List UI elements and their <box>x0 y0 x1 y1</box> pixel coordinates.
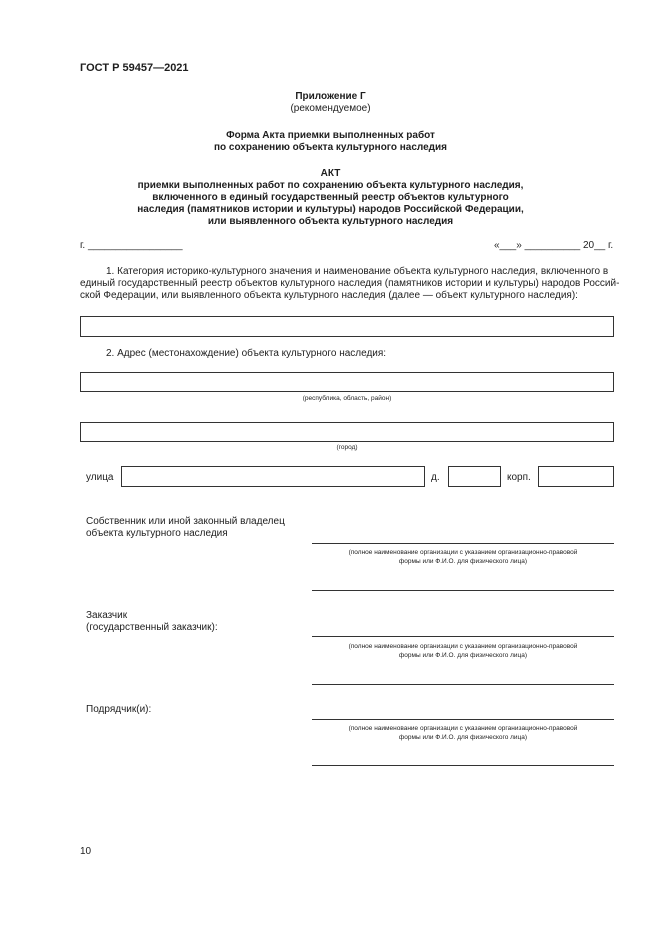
street-label: улица <box>86 472 114 483</box>
region-caption: (республика, область, район) <box>302 395 392 402</box>
appendix-subtitle: (рекомендуемое) <box>290 103 371 114</box>
customer-label-line-1: Заказчик <box>86 610 128 621</box>
form-title-line-1: Форма Акта приемки выполненных работ <box>226 130 435 141</box>
act-subtitle-line-1: приемки выполненных работ по сохранению объекта культурного наследия, <box>137 180 524 191</box>
standard-code: ГОСТ Р 59457—2021 <box>80 62 189 74</box>
customer-line-2[interactable] <box>312 684 614 685</box>
house-box[interactable] <box>448 466 501 487</box>
date-field: «___» __________ 20__ г. <box>494 240 614 251</box>
building-box[interactable] <box>538 466 614 487</box>
customer-hint-line-2: формы или Ф.И.О. для физического лица) <box>398 652 528 659</box>
section-1-line-2: единый государственный реестр объектов культурного наследия (памятников истории и культуры) народов Россий- <box>80 278 620 289</box>
act-subtitle-line-2: включенного в единый государственный реестр объектов культурного <box>152 192 509 203</box>
region-box[interactable] <box>80 372 614 392</box>
owner-hint-line-2: формы или Ф.И.О. для физического лица) <box>398 558 528 565</box>
form-title-line-2: по сохранению объекта культурного наследия <box>213 142 448 153</box>
customer-label-line-2: (государственный заказчик): <box>86 622 218 633</box>
owner-line-1[interactable] <box>312 543 614 544</box>
appendix-title: Приложение Г <box>295 91 366 102</box>
page-number: 10 <box>80 846 92 857</box>
customer-line-1[interactable] <box>312 636 614 637</box>
act-title: АКТ <box>320 168 341 179</box>
section-1-line-3: ской Федерации, или выявленного объекта культурного наследия (далее — объект культурного наследия): <box>80 290 578 301</box>
contractor-line-2[interactable] <box>312 765 614 766</box>
section-1-line-1: 1. Категория историко-культурного значения и наименование объекта культурного наследия, включенного в <box>106 266 609 277</box>
section-2-label: 2. Адрес (местонахождение) объекта культурного наследия: <box>106 348 387 359</box>
city-field: г. _________________ <box>80 240 183 251</box>
object-name-box[interactable] <box>80 316 614 337</box>
street-box[interactable] <box>121 466 425 487</box>
owner-line-2[interactable] <box>312 590 614 591</box>
contractor-hint-line-2: формы или Ф.И.О. для физического лица) <box>398 734 528 741</box>
contractor-line-1[interactable] <box>312 719 614 720</box>
house-label: д. <box>431 472 440 483</box>
city-caption: (город) <box>336 444 358 451</box>
owner-hint-line-1: (полное наименование организации с указанием организационно-правовой <box>348 549 578 556</box>
owner-label-line-1: Собственник или иной законный владелец <box>86 516 285 527</box>
owner-label-line-2: объекта культурного наследия <box>86 528 228 539</box>
contractor-hint-line-1: (полное наименование организации с указанием организационно-правовой <box>348 725 578 732</box>
act-subtitle-line-3: наследия (памятников истории и культуры) народов Российской Федерации, <box>137 204 524 215</box>
customer-hint-line-1: (полное наименование организации с указанием организационно-правовой <box>348 643 578 650</box>
contractor-label: Подрядчик(и): <box>86 704 152 715</box>
building-label: корп. <box>507 472 531 483</box>
city-box[interactable] <box>80 422 614 442</box>
act-subtitle-line-4: или выявленного объекта культурного наследия <box>207 216 454 227</box>
